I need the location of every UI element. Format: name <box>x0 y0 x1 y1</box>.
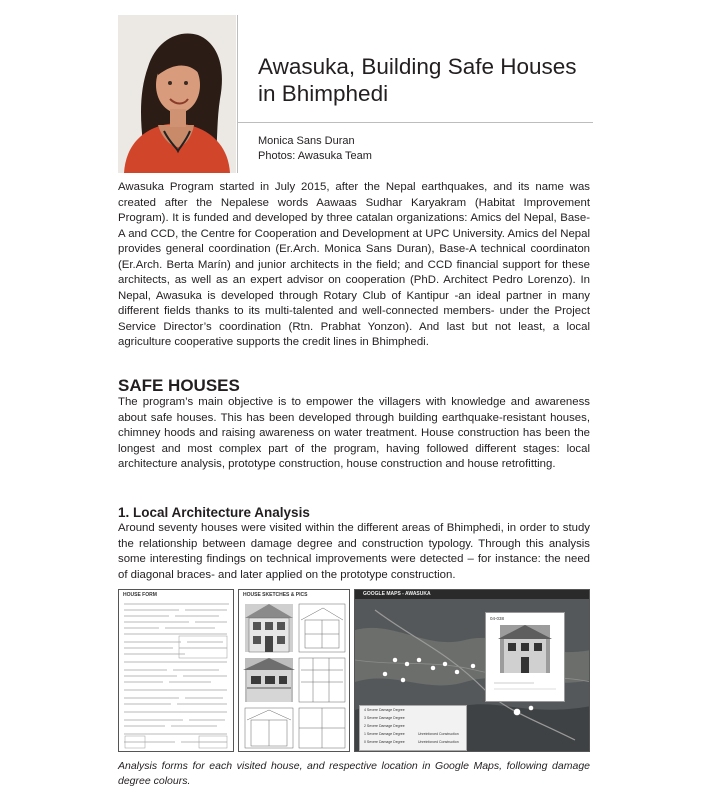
legend-item: Unreinforced Construction <box>418 740 459 744</box>
safe-houses-paragraph: The program’s main objective is to empower the villagers with knowledge and awareness about safe houses. This has been developed through building earthquake-resistant houses, chimney hoods and raising awareness on water treatment. House construction has been the longest and most complex part of the program, having followed different stages: local architecture analysis, prototype construction, house construction and house retrofitting. <box>118 396 590 470</box>
legend-item: 1 Severe Damage Degree <box>364 732 405 736</box>
intro-paragraph: Awasuka Program started in July 2015, after the Nepal earthquakes, and its name was created after the Nepalese words Aawaas Sudhar Karyakram (Habitat Improvement Program). It is funded and developed by three catalan organizations: Amics del Nepal, Base-A and CCD, the Centre for Cooperation and Development at UPC University. Amics del Nepal provides general coordination (Er.Arch. Monica Sans Duran), Base-A technical coordinaton (Er.Arch. Berta Marín) and junior architects in the field; and CCD financial support for these architects, as well as an expert advisor on cooperation (PhD. Architect Pedro Lorenzo). In Nepal, Awasuka is developed through Rotary Club of Kantipur -an ideal partner in many different fields thanks to its multi-talented and well-connected members- under the Project Service Director’s coordination (Rtn. Prabhat Yonzon). And last but not least, a local agriculture cooperative supports the credit lines in Bhimphedi. <box>118 181 590 348</box>
article-title: Awasuka, Building Safe Houses in Bhimphedi <box>258 54 577 106</box>
legend-item: Unreinforced Construction <box>418 732 459 736</box>
author-name: Monica Sans Duran <box>258 135 355 147</box>
map-info-popup[interactable] <box>485 612 565 702</box>
legend-item: 2 Severe Damage Degree <box>364 724 405 728</box>
analysis-figure <box>118 589 590 752</box>
map-title: GOOGLE MAPS - AWASUKA <box>363 591 431 597</box>
section-heading-safe-houses: SAFE HOUSES <box>118 376 240 395</box>
house-form-panel <box>118 589 234 752</box>
popup-house-id: 04-038 <box>490 616 505 621</box>
legend-item: 3 Severe Damage Degree <box>364 716 405 720</box>
local-analysis-paragraph: Around seventy houses were visited within the different areas of Bhimphedi, in order to study the relationship between damage degree and construction typology. Through this analysis some interesting findings on technical improvements were detected – for instance: the need of diagonal braces- and later applied on the prototype construction. <box>118 522 590 581</box>
legend-item: 0 Severe Damage Degree <box>364 740 405 744</box>
byline <box>258 134 372 164</box>
house-photo-2 <box>243 658 295 702</box>
house-sketches-title: HOUSE SKETCHES & PICS <box>243 592 308 598</box>
photo-credit: Photos: Awasuka Team <box>258 150 372 162</box>
header-horizontal-divider <box>237 122 593 123</box>
google-maps-panel <box>354 589 590 752</box>
house-photo-1 <box>245 604 293 652</box>
author-portrait <box>118 15 236 173</box>
legend-item: 4 Severe Damage Degree <box>364 708 405 712</box>
house-sketches-panel <box>238 589 350 752</box>
section-heading-local-analysis: 1. Local Architecture Analysis <box>118 505 310 520</box>
map-title-bar <box>355 590 589 599</box>
figure-caption: Analysis forms for each visited house, and respective location in Google Maps, following damage degree colours. <box>118 760 590 787</box>
house-form-title: HOUSE FORM <box>123 592 157 598</box>
header-vertical-divider <box>237 15 238 173</box>
map-legend <box>359 705 467 751</box>
